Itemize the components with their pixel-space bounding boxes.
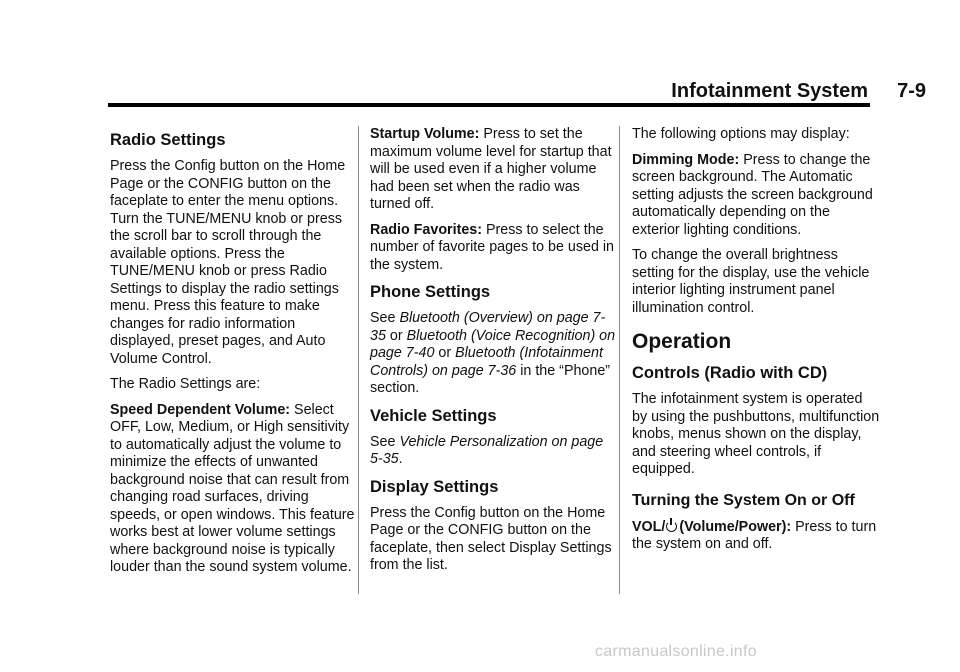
term-label: Startup Volume: — [370, 126, 480, 142]
options-intro: The following options may display: — [632, 126, 850, 142]
term-label: (Volume/Power): — [679, 518, 792, 535]
term-description: Press to set the maximum volume level for startup that will be used even if a higher volume had been set when the radio was turned off. — [370, 126, 612, 212]
brightness-text: To change the overall brightness setting for the display, use the vehicle interior lighting instrument panel illumination control. — [632, 247, 870, 316]
phone-tail: in the “Phone” section. — [370, 362, 611, 396]
page-number: 7-9 — [897, 80, 926, 102]
controls-heading: Controls (Radio with CD) — [632, 364, 828, 382]
operation-heading: Operation — [632, 330, 732, 353]
column-divider — [619, 126, 620, 594]
term-description: Press to change the screen background. The Automatic setting adjusts the screen background automatically depending on the exterior lighting conditions. — [632, 151, 873, 238]
column-1 — [110, 126, 358, 585]
term-label: Speed Dependent Volume: — [110, 401, 291, 418]
vehicle-settings-heading: Vehicle Settings — [370, 406, 497, 425]
startup-volume-entry — [370, 126, 618, 214]
controls-text: The infotainment system is operated by using the pushbuttons, multifunction knobs, menus shown on the display, and steering wheel controls, if equipped. — [632, 391, 880, 477]
radio-favorites-entry — [370, 222, 618, 275]
cross-reference-link[interactable]: Vehicle Personalization on page 5-35 — [370, 433, 604, 467]
term-description: Select OFF, Low, Medium, or High sensitivity to automatically adjust the volume to minimize the effects of unwanted background noise that can result from changing road surfaces, driving speeds, or open windows. This feature works best at lower volume settings where background noise is typically louder than the sound system volume. — [110, 401, 355, 575]
header-divider — [108, 103, 870, 107]
phone-settings-heading: Phone Settings — [370, 283, 491, 301]
term-label: VOL/ — [632, 518, 666, 535]
radio-settings-intro: Press the Config button on the Home Page or the CONFIG button on the faceplate to enter the menu options. Turn the TUNE/MENU knob or press the scroll bar to scroll through the available options. Press the TUNE/MENU knob or press Radio Settings to display the radio settings menu. Press this feature to make changes for radio information displayed, preset pages, and Auto Volume Control. — [110, 158, 346, 367]
see-label: See — [370, 310, 396, 326]
dimming-mode-entry — [632, 152, 880, 240]
term-label: Dimming Mode: — [632, 151, 740, 168]
vol-power-entry — [632, 519, 880, 554]
vehicle-settings-text — [370, 434, 618, 469]
speed-dependent-volume-entry — [110, 402, 358, 577]
turning-on-off-heading: Turning the System On or Off — [632, 491, 855, 509]
term-label: Radio Favorites: — [370, 221, 483, 238]
term-description: Press to select the number of favorite pages to be used in the system. — [370, 221, 614, 273]
column-2 — [370, 126, 618, 583]
cross-reference-link[interactable]: Bluetooth (Overview) on page 7-35 — [370, 310, 606, 344]
see-label: See — [370, 433, 396, 450]
cross-reference-link[interactable]: Bluetooth (Infotainment Controls) on page 7-36 — [370, 345, 603, 379]
term-description: Press to turn the system on and off. — [632, 518, 877, 552]
watermark: carmanualsonline.info — [595, 643, 757, 660]
display-settings-heading: Display Settings — [370, 477, 499, 496]
section-title: Infotainment System — [671, 80, 868, 102]
column-3 — [632, 126, 880, 562]
radio-settings-list-intro: The Radio Settings are: — [110, 376, 261, 392]
column-divider — [358, 126, 359, 594]
display-settings-text: Press the Config button on the Home Page or the CONFIG button on the faceplate, then select Display Settings from the list. — [370, 504, 612, 573]
cross-reference-link[interactable]: Bluetooth (Voice Recognition) on page 7-40 — [370, 327, 616, 361]
or-label: or — [389, 327, 403, 344]
phone-settings-text — [370, 310, 618, 398]
period: . — [398, 451, 403, 467]
or-label: or — [438, 345, 452, 361]
radio-settings-heading: Radio Settings — [110, 131, 226, 149]
power-icon — [666, 521, 677, 532]
